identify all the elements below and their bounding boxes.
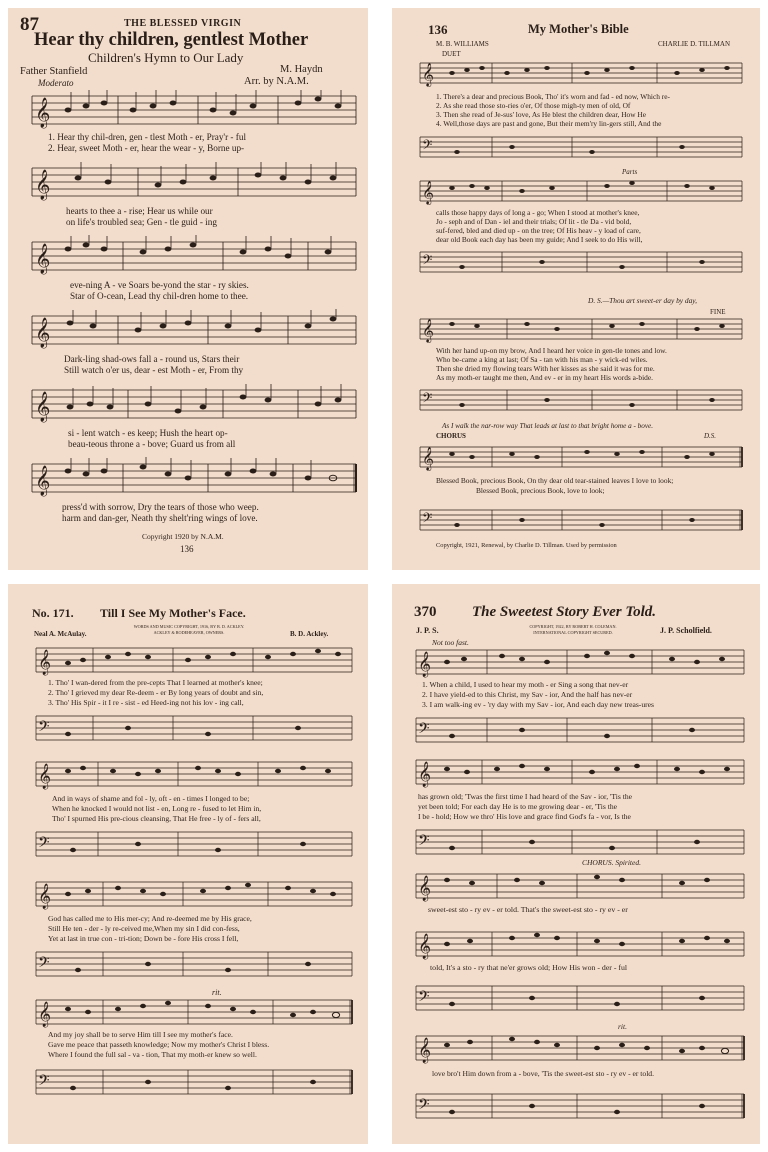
verse-lyrics: God has called me to His mer-cy; And re-deemed me by His grace, Still He ten - der - ly re-ceived me,When my sin I did con-fess, Yet at last in true con - tri-tion; Down be - fore His cross I fell, [48,914,252,943]
lyricist: M. B. WILLIAMS [436,40,489,48]
copyright-header: WORDS AND MUSIC COPYRIGHT, 1916, BY B. D. ACKLEY. ACKLEY & RODEHEAVER, OWNERS. [133,624,245,635]
music-staff [392,440,760,472]
parts-marking: Parts [622,168,638,176]
bass-staff [392,710,760,744]
music-staff [8,160,368,204]
music-staff [392,312,760,344]
page-number: 136 [428,22,448,37]
music-staff [8,88,368,132]
svg-text:𝄢: 𝄢 [418,720,430,740]
lyricist: Neal A. McAulay. [34,630,87,638]
chorus-lyrics: sweet-est sto - ry ev - er told. That's the sweet-est sto - ry ev - er [428,905,628,914]
music-staff [8,992,368,1028]
svg-text:𝄞: 𝄞 [38,763,52,788]
bass-staff [392,130,760,162]
svg-text:𝄞: 𝄞 [35,244,51,273]
hymn-title: My Mother's Bible [528,22,629,36]
page-number: No. 171. [32,606,74,620]
svg-text:𝄢: 𝄢 [38,1072,50,1092]
svg-text:𝄞: 𝄞 [418,761,432,786]
ds-marking: D. S.—Thou art sweet-er day by day, [588,296,698,305]
composer: J. P. Scholfield. [660,626,712,635]
music-staff [8,874,368,910]
music-staff [392,924,760,960]
bass-staff [8,708,368,742]
music-staff [392,642,760,678]
lyricist: Father Stanfield [20,66,88,77]
hymn-title: The Sweetest Story Ever Told. [472,604,657,620]
svg-text:𝄞: 𝄞 [35,318,51,347]
verse-lyrics: 1. Tho' I wan-dered from the pre-cepts That I learned at mother's knee; 2. Tho' I grieved my dear Re-deem - er By long years of doubt and sin, 3. Tho' His Spir - it I re - sist - ed Heed-ing not his lov - ing call, [48,678,264,707]
music-staff [392,174,760,206]
bass-staff [392,978,760,1014]
bass-staff [8,824,368,858]
music-staff [8,234,368,278]
svg-text:𝄞: 𝄞 [35,170,51,199]
hymn-title: Hear thy children, gentlest Mother [34,30,309,50]
svg-text:𝄞: 𝄞 [38,883,52,908]
svg-text:𝄢: 𝄢 [422,139,433,156]
duet-marking: DUET [442,50,461,58]
composer: CHARLIE D. TILLMAN [658,40,731,48]
bass-staff [392,246,760,276]
chorus-lyrics: love bro't Him down from a - bove, 'Tis the sweet-est sto - ry ev - er told. [432,1069,655,1078]
verse-lyrics: Dark-ling shad-ows fall a - round us, Stars their Still watch o'er us, dear - est Moth - er, From thy [64,354,244,375]
music-staff [8,456,368,500]
svg-text:𝄞: 𝄞 [35,98,51,127]
chorus-lyrics: told, It's a sto - ry that ne'er grows old; How His won - der - ful [430,963,628,972]
bass-staff [8,944,368,978]
music-staff [8,382,368,426]
verse-lyrics: 1. When a child, I used to hear my moth - er Sing a song that nev-er 2. I have yield-ed to this Christ, my Sav - ior, And the half has nev-er 3. I am walk-ing ev - 'ry day with my Sav - ior, And each day new treas-ures [422,680,654,709]
svg-text:𝄢: 𝄢 [422,512,433,529]
bass-staff [392,384,760,414]
copyright-notice: Copyright, 1921, Renewal, by Charlie D. Tillman. Used by permission [436,542,617,549]
copyright-notice: Copyright 1920 by N.A.M. [142,532,224,541]
verse-lyrics: And in ways of shame and fol - ly, oft - en - times I longed to be; When he knocked I would not list - en, Long re - fused to let Him in, Tho' I spurned His pre-cious cleansing, That He free - ly of - fers all, [52,794,262,823]
verse-lyrics: And my joy shall be to serve Him till I see my mother's face. Gave me peace that passeth knowledge; Now my mother's Christ I bless. Where I found the full sal - va - tion, That my moth-er knew so well. [48,1030,270,1059]
svg-text:𝄞: 𝄞 [418,1037,432,1062]
tempo-marking: Not too fast. [432,638,469,647]
page-number: 87 [20,14,39,35]
ds-marking: D.S. [704,432,717,440]
svg-text:𝄢: 𝄢 [38,954,50,974]
svg-text:𝄞: 𝄞 [38,649,52,674]
page-number: 370 [414,604,437,620]
svg-text:𝄞: 𝄞 [418,875,432,900]
hymn-page-136 [392,8,760,570]
hymn-title: Till I See My Mother's Face. [100,606,246,620]
bass-staff [392,1084,760,1124]
svg-text:𝄞: 𝄞 [418,933,432,958]
fine-marking: FINE [710,308,726,316]
verse-lyrics: hearts to thee a - rise; Hear us while our on life's troubled sea; Gen - tle guid - ing [66,206,217,227]
hymn-page-370 [392,584,760,1144]
hymn-page-87 [8,8,368,570]
verse-lyrics-end: As I walk the nar-row way That leads at last to that bright home a - bove. [442,422,654,430]
music-staff [392,56,760,90]
tempo-marking: Moderato [38,78,74,88]
composer: M. Haydn [280,64,323,75]
svg-text:𝄢: 𝄢 [418,832,430,852]
verse-lyrics: calls those happy days of long a - go; When I stood at mother's knee, Jo - seph and of Dan - iel and their trials; Of lit - tle Da - vid bold, suf-fered, bled and died up - on the tree; Of His heav - y load of care, dear old Book each day has been my guide; And I seek to do His will, [436,208,643,244]
svg-text:𝄞: 𝄞 [422,64,434,86]
verse-lyrics: eve-ning A - ve Soars be-yond the star - ry skies. Star of O-cean, Lead thy chil-dren home to thee. [70,280,249,301]
svg-text:𝄞: 𝄞 [422,448,434,470]
bass-staff [392,502,760,536]
composer: B. D. Ackley. [290,630,329,638]
svg-text:𝄢: 𝄢 [418,1096,430,1116]
music-staff [392,1028,760,1064]
chorus-lyrics: Blessed Book, precious Book, On thy dear old tear-stained leaves I love to look; Blessed Book, precious Book, love to look; [436,476,674,495]
svg-text:𝄞: 𝄞 [418,651,432,676]
verse-lyrics: 1. Hear thy chil-dren, gen - tlest Moth - er, Pray'r - ful 2. Hear, sweet Moth - er, hear the wear - y, Borne up- [48,132,246,153]
svg-text:𝄞: 𝄞 [38,1001,52,1026]
svg-text:𝄢: 𝄢 [418,988,430,1008]
verse-lyrics: si - lent watch - es keep; Hush the heart op- beau-teous throne a - bove; Guard us from all [68,428,236,449]
arranger: Arr. by N.A.M. [244,76,309,87]
music-staff [8,640,368,676]
rit-marking: rit. [618,1022,627,1031]
bass-staff [8,1060,368,1100]
svg-text:𝄞: 𝄞 [35,392,51,421]
svg-text:𝄞: 𝄞 [422,320,434,342]
svg-text:𝄞: 𝄞 [422,182,434,204]
svg-text:𝄢: 𝄢 [38,718,50,738]
verse-lyrics: With her hand up-on my brow, And I heard her voice in gen-tle tones and low. Who be-came a king at last; Of Sa - tan with his man - y wick-ed wiles. Then she dried my flowing tears With her kisses as she said it was for me. As my moth-er taught me then, And ev - er in my heart His words a-bide. [436,346,667,382]
bass-staff [392,822,760,856]
verse-lyrics: 1. There's a dear and precious Book, Tho' it's worn and fad - ed now, Which re- 2. As she read those sto-ries o'er, Of those migh-ty men of old, Of 3. Then she read of Je-sus' love, As He blest the children dear, How He 4. Well,those days are past and gone, But their mem'ry lin-gers still, And the [436,92,670,128]
hymn-page-171 [8,584,368,1144]
svg-text:𝄢: 𝄢 [38,834,50,854]
rit-marking: rit. [212,988,222,997]
svg-text:𝄞: 𝄞 [35,466,51,495]
copyright-header: COPYRIGHT, 1922, BY ROBERT H. COLEMAN. INTERNATIONAL COPYRIGHT SECURED. [529,624,617,635]
chorus-heading: CHORUS [436,432,466,440]
svg-text:𝄢: 𝄢 [422,392,433,409]
music-staff [8,308,368,352]
svg-text:𝄢: 𝄢 [422,254,433,271]
music-staff [8,754,368,790]
section-header: THE BLESSED VIRGIN [124,18,242,29]
music-staff [392,866,760,902]
chorus-heading: CHORUS. Spirited. [582,858,641,867]
lyricist: J. P. S. [416,626,439,635]
hymn-subtitle: Children's Hymn to Our Lady [88,50,244,65]
footer-page-number: 136 [180,544,194,554]
music-staff [392,752,760,788]
verse-lyrics: press'd with sorrow, Dry the tears of those who weep. harm and dan-ger, Neath thy shelt'ring wings of love. [62,502,259,523]
verse-lyrics: has grown old; 'Twas the first time I had heard of the Sav - ior, 'Tis the yet been told; For each day He is to me growing dear - er, 'Tis the I be - hold; How we thro' His love and grace find God's fa - vor, Is the [418,792,632,821]
